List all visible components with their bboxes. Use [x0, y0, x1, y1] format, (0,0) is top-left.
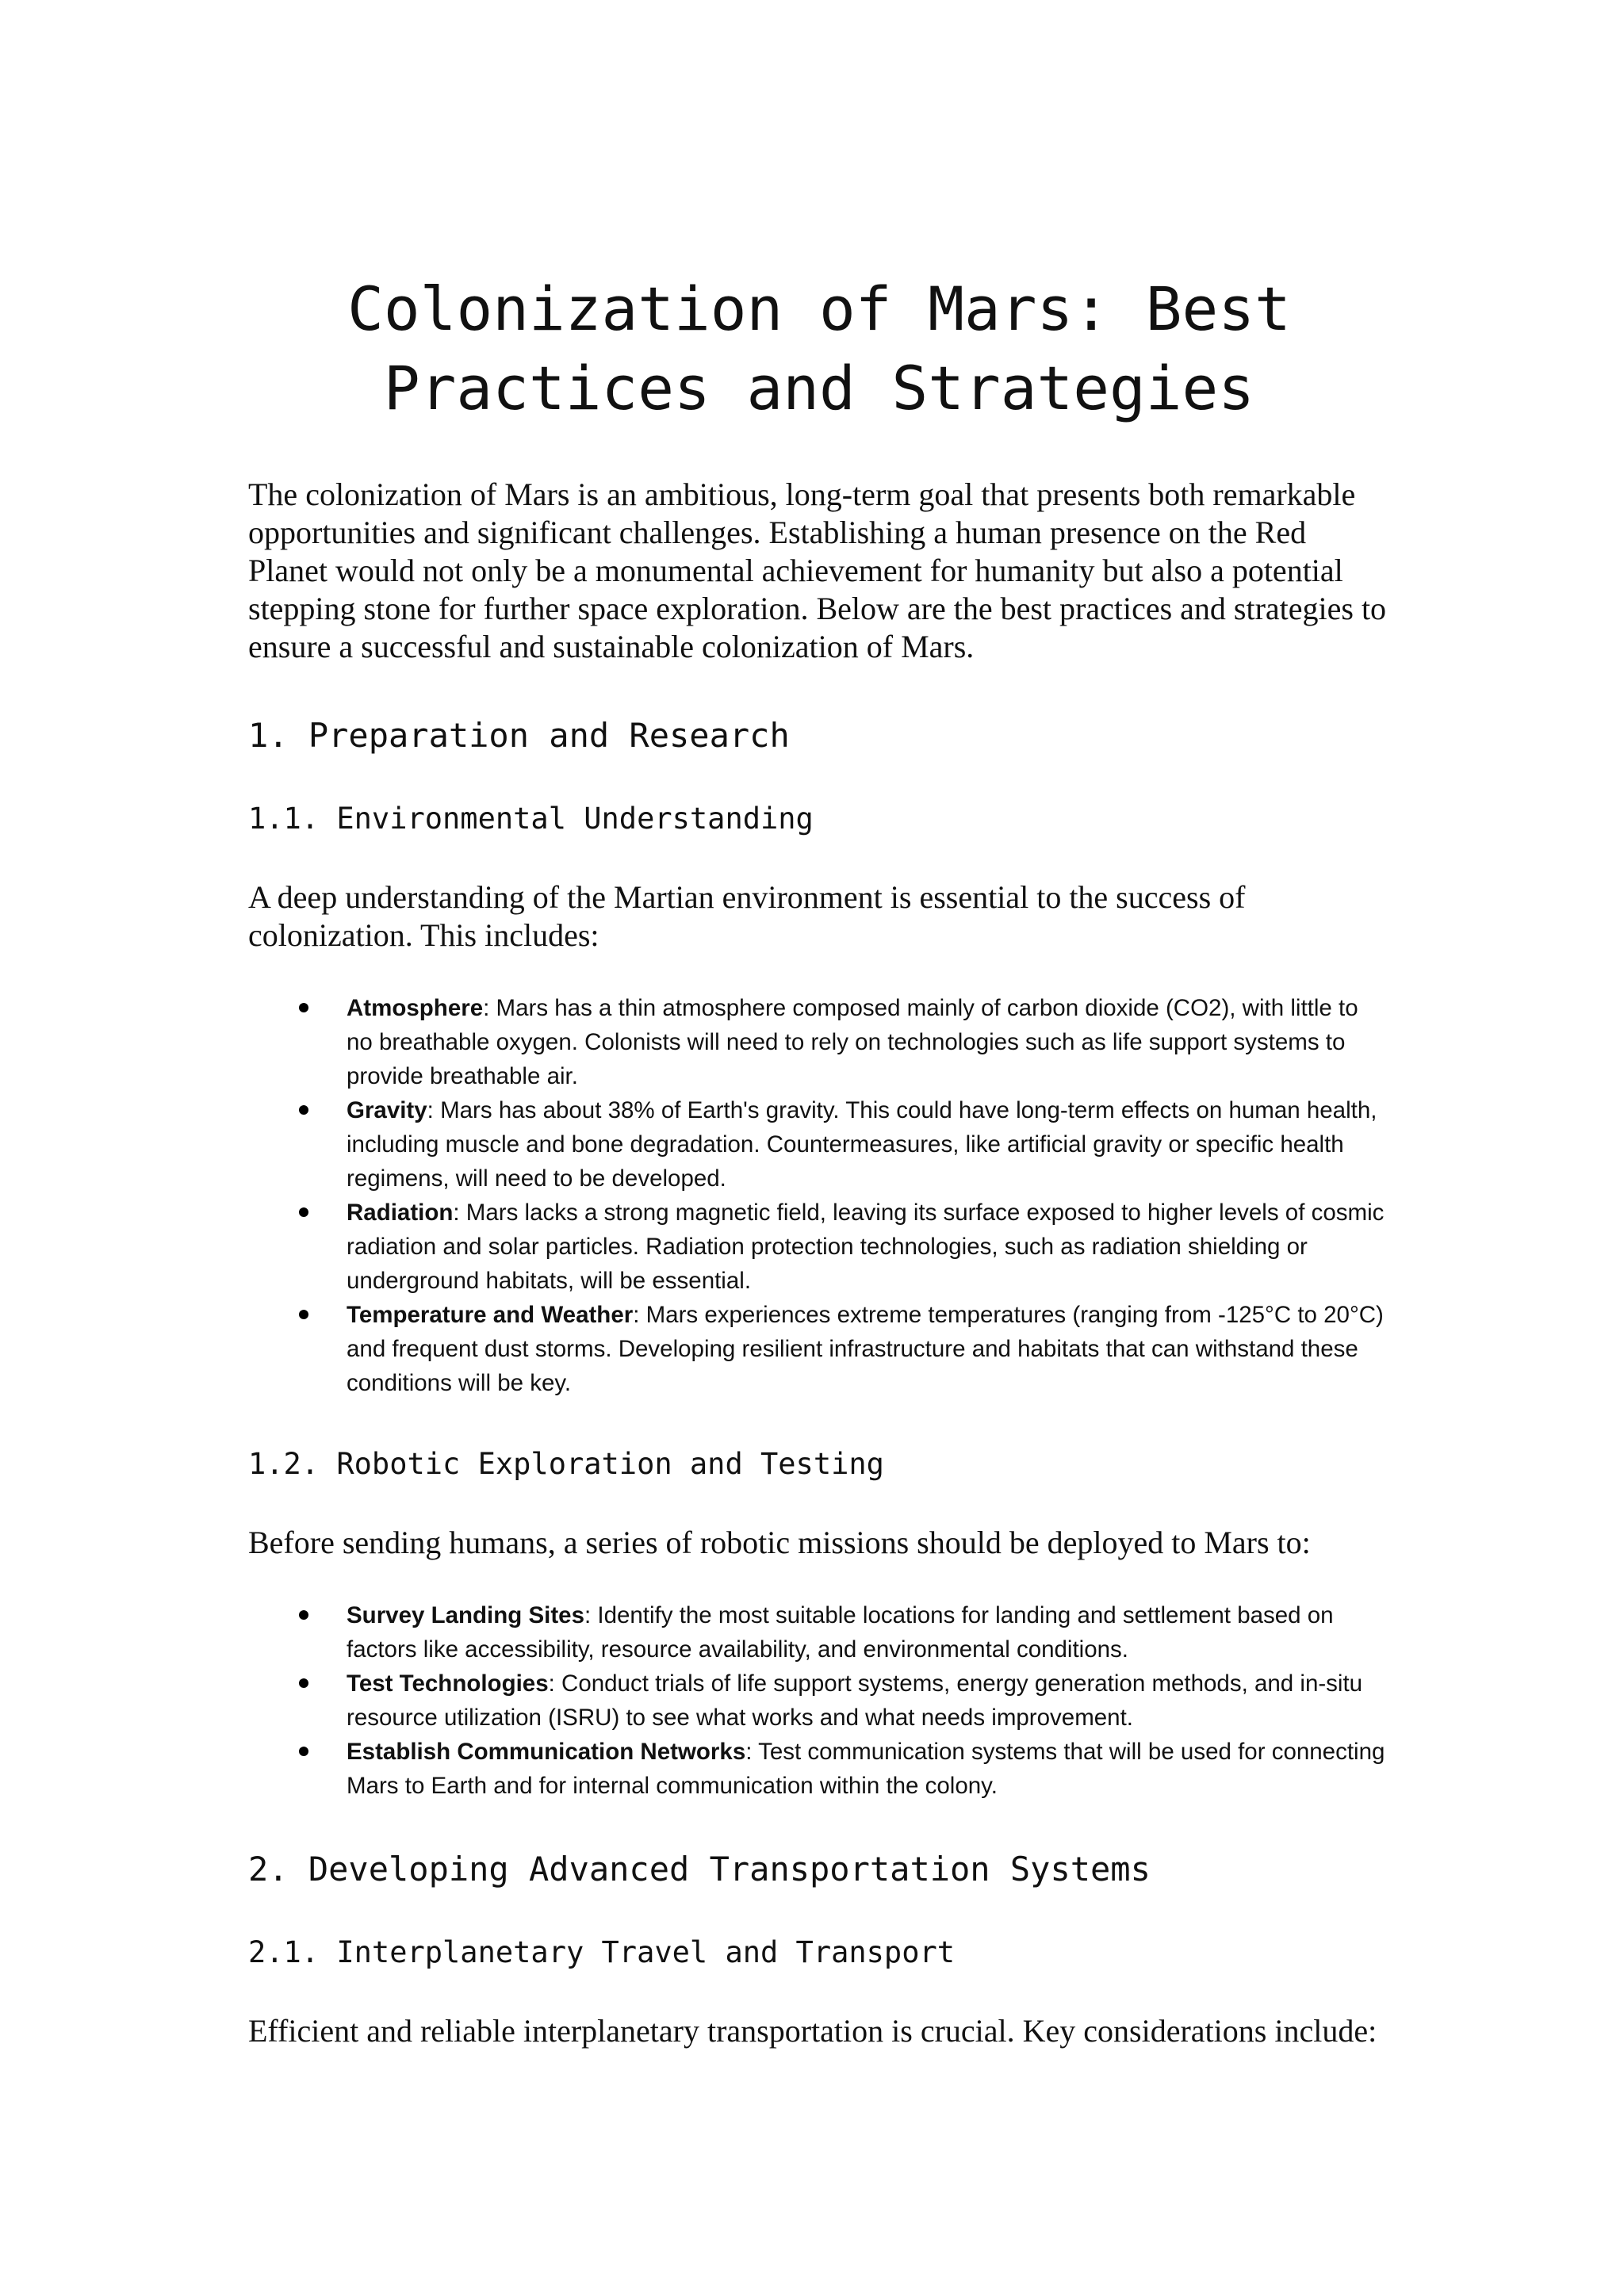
list-item-term: Atmosphere — [347, 995, 484, 1021]
section-1-1-heading: 1.1. Environmental Understanding — [248, 802, 814, 836]
list-item — [248, 1735, 1390, 1803]
bullet-icon — [299, 1105, 308, 1115]
section-1-2-lead: Before sending humans, a series of robotic missions should be deployed to Mars to: — [248, 1525, 1311, 1560]
list-item-text: : Identify the most suitable locations for landing and settlement based on factors like accessibility, resource availability, and environmental conditions. — [347, 1602, 1334, 1663]
list-item-term: Survey Landing Sites — [347, 1602, 584, 1628]
section-1-heading: 1. Preparation and Research — [248, 716, 790, 755]
section-2-1-lead: Efficient and reliable interplanetary transportation is crucial. Key considerations include: — [248, 2013, 1377, 2049]
list-item-term: Establish Communication Networks — [347, 1739, 746, 1765]
intro-paragraph: The colonization of Mars is an ambitious, long-term goal that presents both remarkable opportunities and significant challenges. Establishing a human presence on the Red Planet would not only be a monumental achievement for humanity but also a potential stepping stone for further space exploration. Below are the best practices and strategies to ensure a successful and sustainable colonization of Mars. — [248, 476, 1387, 664]
section-1-1-lead: A deep understanding of the Martian environment is essential to the success of colonization. This includes: — [248, 879, 1246, 953]
list-item-text: : Mars lacks a strong magnetic field, leaving its surface exposed to higher levels of cosmic radiation and solar particles. Radiation protection technologies, such as radiation shielding or underground habitats, will be essential. — [347, 1200, 1385, 1294]
bullet-icon — [299, 1678, 308, 1688]
list-item-text: : Conduct trials of life support systems, energy generation methods, and in-situ resource utilization (ISRU) to see what works and what needs improvement. — [347, 1670, 1363, 1731]
list-item-text: : Test communication systems that will be used for connecting Mars to Earth and for internal communication within the colony. — [347, 1739, 1385, 1799]
section-2-1-heading: 2.1. Interplanetary Travel and Transport — [248, 1935, 956, 1969]
list-item-term: Gravity — [347, 1097, 427, 1123]
section-1-2-heading: 1.2. Robotic Exploration and Testing — [248, 1447, 884, 1481]
bullet-icon — [299, 1003, 308, 1012]
list-item-text: : Mars has a thin atmosphere composed mainly of carbon dioxide (CO2), with little to no breathable oxygen. Colonists will need to rely on technologies such as life support systems to provide breathable air. — [347, 995, 1358, 1089]
list-item — [248, 991, 1390, 1093]
list-item-term: Temperature and Weather — [347, 1302, 634, 1328]
bullet-icon — [299, 1207, 308, 1217]
list-item — [248, 1667, 1390, 1735]
list-item — [248, 1196, 1390, 1298]
list-item — [248, 1298, 1390, 1400]
bullet-icon — [299, 1610, 308, 1620]
section-2-heading: 2. Developing Advanced Transportation Systems — [248, 1850, 1151, 1888]
list-item — [248, 1598, 1390, 1667]
environment-list — [248, 991, 1390, 1400]
list-item-term: Radiation — [347, 1200, 454, 1226]
bullet-icon — [299, 1747, 308, 1756]
document-page — [248, 270, 1390, 2050]
document-title: Colonization of Mars: Best Practices and Strategies — [347, 274, 1291, 423]
robotic-missions-list — [248, 1598, 1390, 1803]
bullet-icon — [299, 1310, 308, 1319]
list-item-term: Test Technologies — [347, 1670, 549, 1697]
list-item-text: : Mars experiences extreme temperatures (ranging from -125°C to 20°C) and frequent dust storms. Developing resilient infrastructure and habitats that can withstand these conditions will be key. — [347, 1302, 1384, 1396]
list-item-text: : Mars has about 38% of Earth's gravity. This could have long-term effects on human health, including muscle and bone degradation. Countermeasures, like artificial gravity or specific health regimens, will need to be developed. — [347, 1097, 1377, 1192]
list-item — [248, 1093, 1390, 1196]
